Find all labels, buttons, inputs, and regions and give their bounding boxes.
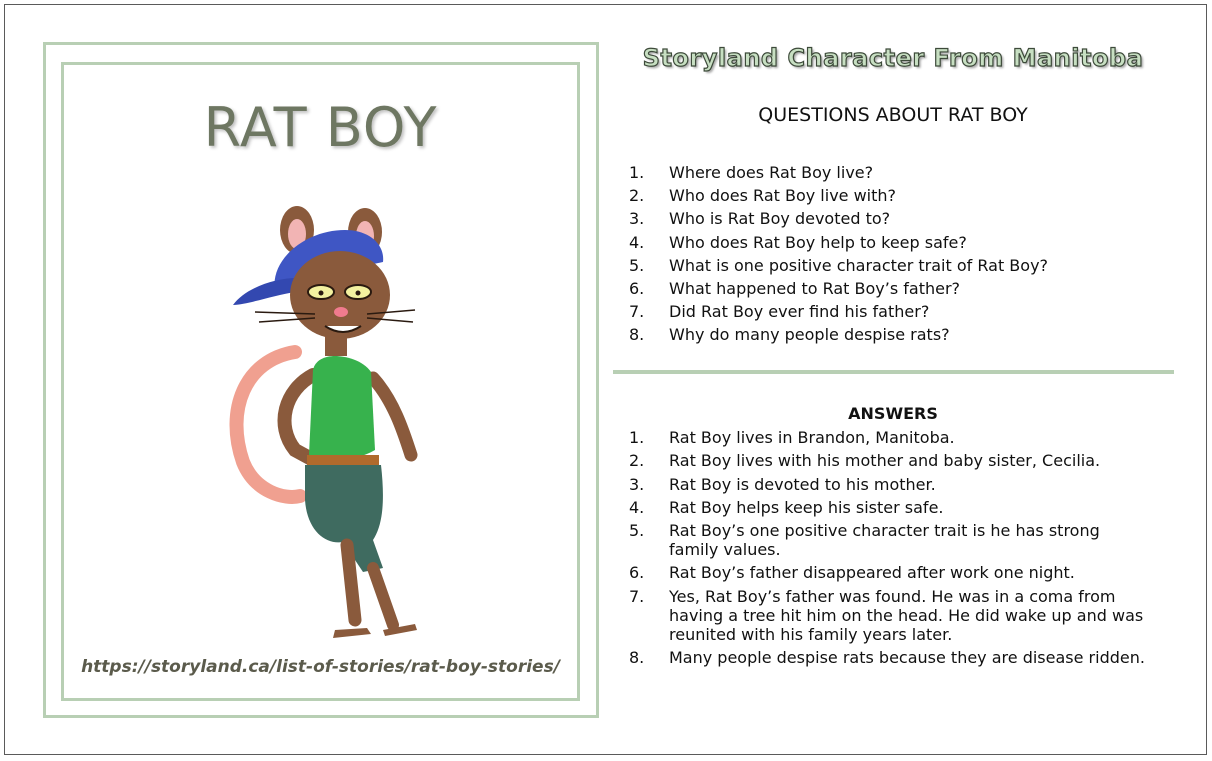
- answer-item: [629, 521, 1149, 559]
- answer-text: Rat Boy’s one positive character trait is he has strong family values.: [669, 521, 1100, 560]
- question-text: Why do many people despise rats?: [669, 325, 950, 345]
- questions-list: [629, 163, 1149, 349]
- question-number: 4.: [629, 232, 645, 252]
- answer-text: Rat Boy is devoted to his mother.: [669, 474, 936, 494]
- question-item: [629, 186, 1149, 205]
- answer-text: Rat Boy lives with his mother and baby sister, Cecilia.: [669, 451, 1101, 471]
- question-text: Who is Rat Boy devoted to?: [669, 209, 891, 229]
- question-number: 6.: [629, 278, 645, 298]
- answer-text: Rat Boy helps keep his sister safe.: [669, 497, 944, 517]
- question-number: 3.: [629, 209, 645, 229]
- question-item: [629, 233, 1149, 252]
- question-text: Where does Rat Boy live?: [669, 163, 874, 182]
- answer-item: [629, 648, 1149, 667]
- answer-text: Rat Boy lives in Brandon, Manitoba.: [669, 428, 955, 447]
- answer-item: [629, 587, 1149, 644]
- page-heading: Storyland Character From Manitoba: [642, 44, 1144, 72]
- answer-text: Many people despise rats because they are disease ridden.: [669, 648, 1145, 668]
- answer-number: 6.: [629, 563, 645, 583]
- question-text: What happened to Rat Boy’s father?: [669, 278, 961, 298]
- question-number: 2.: [629, 186, 645, 206]
- question-item: [629, 209, 1149, 228]
- answer-item: [629, 475, 1149, 494]
- question-number: 7.: [629, 302, 645, 322]
- answer-number: 7.: [629, 586, 645, 606]
- rat-boy-illustration: [225, 200, 435, 650]
- answer-number: 2.: [629, 451, 645, 471]
- answer-number: 1.: [629, 428, 645, 447]
- question-number: 1.: [629, 163, 645, 182]
- answer-item: [629, 563, 1149, 582]
- card-title: RAT BOY: [203, 96, 438, 159]
- question-item: [629, 256, 1149, 275]
- answer-number: 3.: [629, 474, 645, 494]
- question-number: 5.: [629, 255, 645, 275]
- answer-text: Yes, Rat Boy’s father was found. He was in a coma from having a tree hit him on the head. He did wake up and was reunited with his family years later.: [669, 586, 1144, 644]
- section-divider: [613, 370, 1174, 374]
- answer-number: 4.: [629, 497, 645, 517]
- answer-item: [629, 428, 1149, 447]
- answers-list: [629, 428, 1149, 671]
- question-text: Who does Rat Boy help to keep safe?: [669, 232, 967, 252]
- story-url: https://storyland.ca/list-of-stories/rat-boy-stories/: [81, 657, 560, 677]
- answers-title: ANSWERS: [848, 404, 938, 423]
- question-number: 8.: [629, 325, 645, 345]
- answer-item: [629, 451, 1149, 470]
- question-item: [629, 163, 1149, 182]
- question-item: [629, 325, 1149, 344]
- question-text: Did Rat Boy ever find his father?: [669, 302, 930, 322]
- answer-item: [629, 498, 1149, 517]
- question-item: [629, 302, 1149, 321]
- question-text: What is one positive character trait of Rat Boy?: [669, 255, 1049, 275]
- answer-number: 8.: [629, 648, 645, 668]
- question-text: Who does Rat Boy live with?: [669, 186, 897, 206]
- answer-text: Rat Boy’s father disappeared after work one night.: [669, 563, 1075, 583]
- question-item: [629, 279, 1149, 298]
- questions-title: QUESTIONS ABOUT RAT BOY: [758, 104, 1028, 126]
- answer-number: 5.: [629, 521, 645, 541]
